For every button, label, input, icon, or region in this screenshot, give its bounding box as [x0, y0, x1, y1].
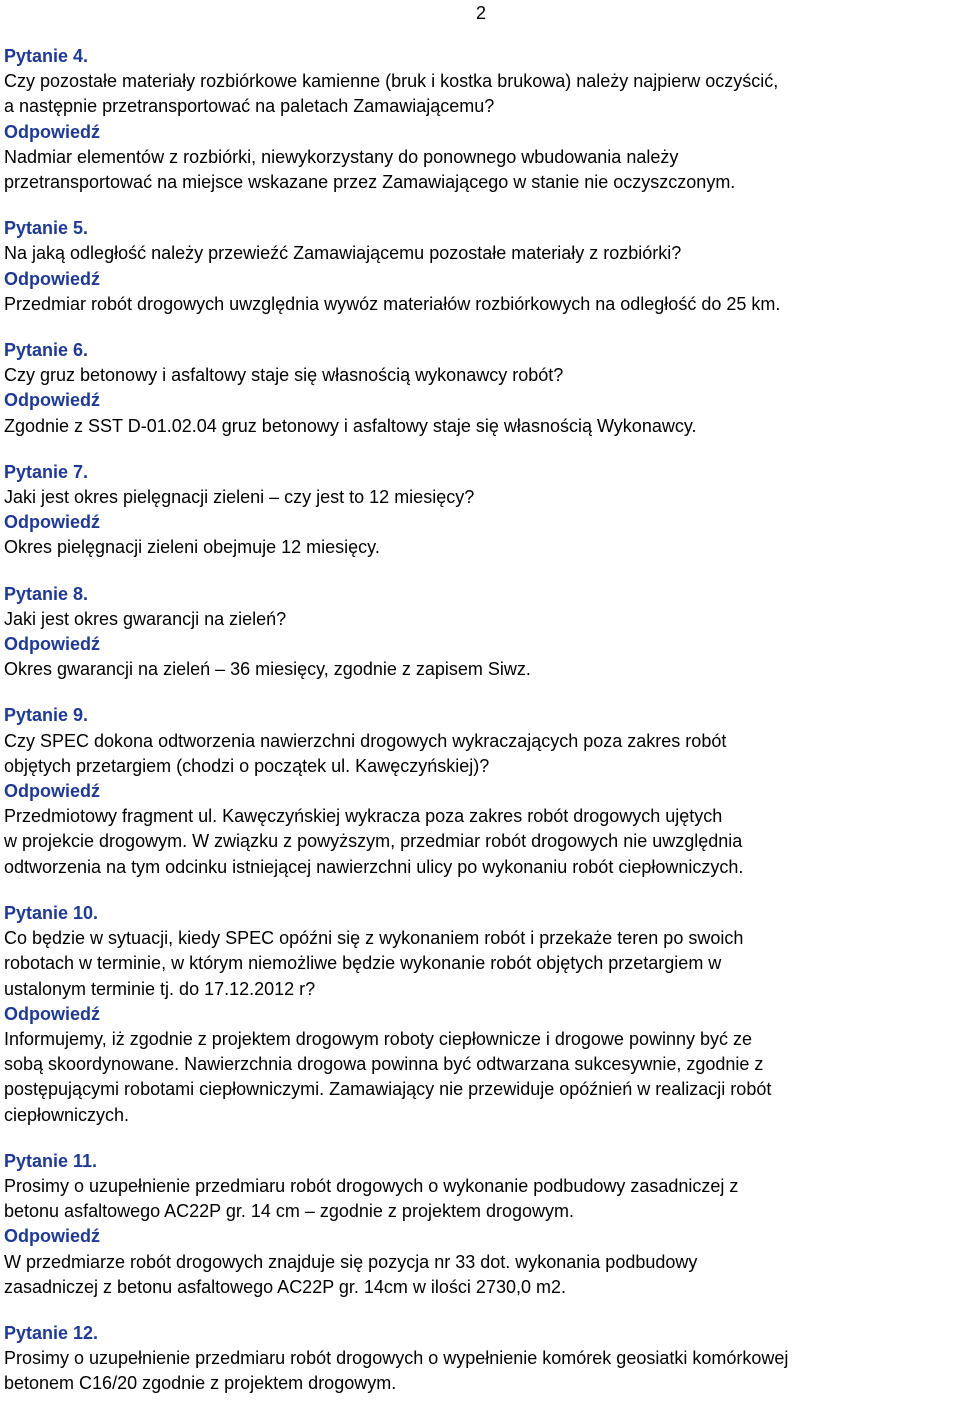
qa-block: [4, 582, 958, 683]
qa-block: [4, 1149, 958, 1300]
qa-block: [4, 44, 958, 195]
answer-label: Odpowiedź: [4, 781, 100, 802]
question-text-line: Na jaką odległość należy przewieźć Zamawiającemu pozostałe materiały z rozbiórki?: [4, 243, 682, 264]
question-text-line: Jaki jest okres pielęgnacji zieleni – czy jest to 12 miesięcy?: [4, 487, 475, 508]
question-title: Pytanie 11.: [4, 1150, 98, 1171]
question-title: Pytanie 6.: [4, 340, 89, 361]
question-title: Pytanie 8.: [4, 583, 89, 604]
question-text-line: betonem C16/20 zgodnie z projektem drogowym.: [4, 1373, 397, 1394]
qa-block: [4, 460, 958, 561]
answer-text-line: przetransportować na miejsce wskazane przez Zamawiającego w stanie nie oczyszczonym.: [4, 172, 736, 193]
question-title: Pytanie 9.: [4, 705, 89, 726]
answer-label: Odpowiedź: [4, 390, 100, 411]
question-title: Pytanie 7.: [4, 461, 89, 482]
answer-text-line: postępującymi robotami ciepłowniczymi. Zamawiający nie przewiduje opóźnień w realizacji robót: [4, 1079, 772, 1100]
qa-block: [4, 216, 958, 317]
answer-text-line: Przedmiotowy fragment ul. Kawęczyńskiej wykracza poza zakres robót drogowych ujętych: [4, 806, 723, 827]
question-text-line: Co będzie w sytuacji, kiedy SPEC opóźni się z wykonaniem robót i przekaże teren po swoich: [4, 928, 744, 949]
question-text-line: Prosimy o uzupełnienie przedmiaru robót drogowych o wypełnienie komórek geosiatki komórkowej: [4, 1348, 789, 1369]
question-text-line: betonu asfaltowego AC22P gr. 14 cm – zgodnie z projektem drogowym.: [4, 1201, 574, 1222]
answer-label: Odpowiedź: [4, 268, 100, 289]
answer-text-line: Okres gwarancji na zieleń – 36 miesięcy, zgodnie z zapisem Siwz.: [4, 659, 531, 680]
answer-text-line: Zgodnie z SST D-01.02.04 gruz betonowy i asfaltowy staje się własnością Wykonawcy.: [4, 415, 697, 436]
answer-text-line: Nadmiar elementów z rozbiórki, niewykorzystany do ponownego wbudowania należy: [4, 146, 679, 167]
qa-block: [4, 1321, 958, 1397]
question-title: Pytanie 10.: [4, 902, 99, 923]
answer-text-line: Okres pielęgnacji zieleni obejmuje 12 miesięcy.: [4, 537, 380, 558]
answer-text-line: zasadniczej z betonu asfaltowego AC22P gr. 14cm w ilości 2730,0 m2.: [4, 1276, 566, 1297]
question-text-line: robotach w terminie, w którym niemożliwe będzie wykonanie robót objętych przetargiem w: [4, 953, 722, 974]
document-body: [4, 44, 958, 1397]
qa-block: [4, 703, 958, 879]
question-text-line: a następnie przetransportować na paletach Zamawiającemu?: [4, 96, 495, 117]
question-text-line: objętych przetargiem (chodzi o początek ul. Kawęczyńskiej)?: [4, 755, 490, 776]
answer-text-line: w projekcie drogowym. W związku z powyższym, przedmiar robót drogowych nie uwzględnia: [4, 831, 743, 852]
question-title: Pytanie 5.: [4, 218, 89, 239]
question-text-line: Czy SPEC dokona odtworzenia nawierzchni drogowych wykraczających poza zakres robót: [4, 730, 727, 751]
question-text-line: Czy gruz betonowy i asfaltowy staje się własnością wykonawcy robót?: [4, 365, 564, 386]
answer-label: Odpowiedź: [4, 634, 100, 655]
answer-text-line: Przedmiar robót drogowych uwzględnia wywóz materiałów rozbiórkowych na odległość do 25 km.: [4, 293, 781, 314]
answer-text-line: W przedmiarze robót drogowych znajduje się pozycja nr 33 dot. wykonania podbudowy: [4, 1251, 698, 1272]
qa-block: [4, 338, 958, 439]
answer-text-line: odtworzenia na tym odcinku istniejącej nawierzchni ulicy po wykonaniu robót ciepłowniczych.: [4, 856, 744, 877]
question-text-line: Czy pozostałe materiały rozbiórkowe kamienne (bruk i kostka brukowa) należy najpierw oczyścić,: [4, 71, 779, 92]
qa-block: [4, 901, 958, 1128]
answer-text-line: Informujemy, iż zgodnie z projektem drogowym roboty ciepłownicze i drogowe powinny być ze: [4, 1028, 753, 1049]
page-number: 2: [476, 3, 487, 23]
answer-label: Odpowiedź: [4, 1226, 100, 1247]
question-text-line: ustalonym terminie tj. do 17.12.2012 r?: [4, 978, 316, 999]
answer-label: Odpowiedź: [4, 512, 100, 533]
question-text-line: Jaki jest okres gwarancji na zieleń?: [4, 608, 287, 629]
answer-text-line: sobą skoordynowane. Nawierzchnia drogowa powinna być odtwarzana sukcesywnie, zgodnie z: [4, 1054, 764, 1075]
answer-label: Odpowiedź: [4, 121, 100, 142]
answer-label: Odpowiedź: [4, 1003, 100, 1024]
question-text-line: Prosimy o uzupełnienie przedmiaru robót drogowych o wykonanie podbudowy zasadniczej z: [4, 1175, 739, 1196]
question-title: Pytanie 12.: [4, 1322, 99, 1343]
answer-text-line: ciepłowniczych.: [4, 1104, 130, 1125]
question-title: Pytanie 4.: [4, 46, 89, 66]
